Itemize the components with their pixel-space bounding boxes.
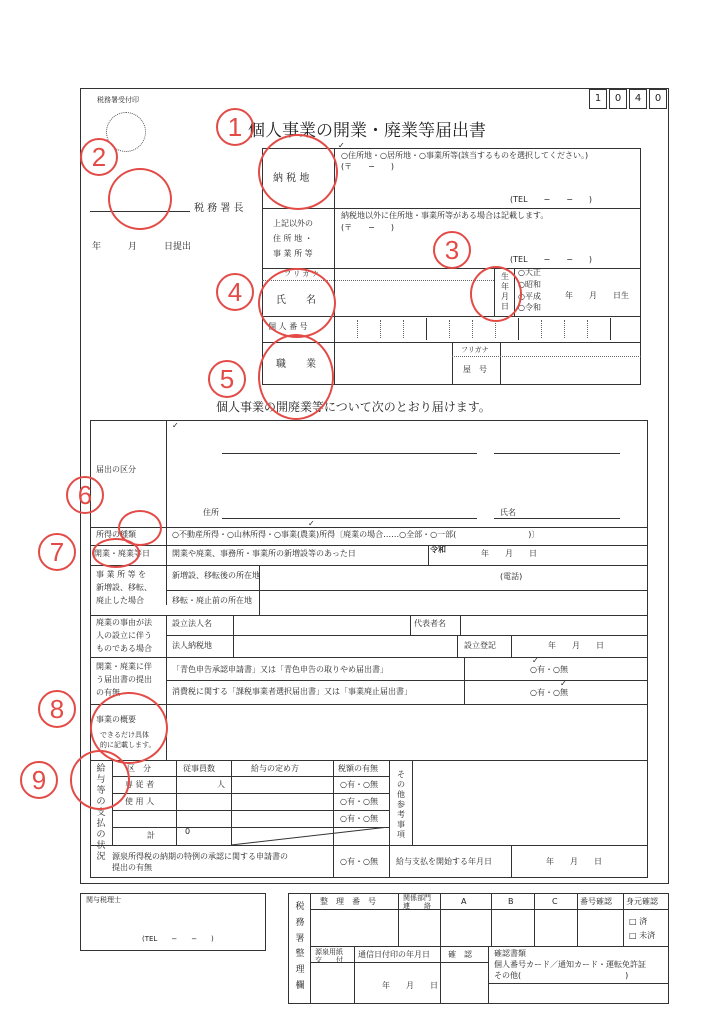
stamp-label: 税務署受付印 <box>97 96 139 104</box>
corp-name-label: 設立法人名 <box>172 619 212 628</box>
checkmark: ✓ <box>338 141 345 150</box>
address-postal: (〒 − ) <box>341 162 394 171</box>
start-date-label: 開業・廃業等日 <box>94 549 150 558</box>
form-title: 個人事業の開業・廃業等届出書 <box>248 121 486 141</box>
salary-total-label: 計 <box>147 831 155 840</box>
corporation-label: ものである場合 <box>96 644 152 653</box>
era-option: ○昭和 <box>518 280 541 289</box>
start-date-era: 令和 <box>430 545 446 554</box>
footer-date-fields: 年 月 日 <box>382 981 438 990</box>
other-address-note: 納税地以外に住所地・事業所等がある場合は記載します。 <box>341 211 549 220</box>
dept-label: 連 絡 <box>403 902 431 910</box>
form-number-digit: 0 <box>609 89 627 109</box>
other-matters-label: その他参考事項 <box>397 770 405 839</box>
annotation-number: 1 <box>216 108 254 146</box>
income-type-options: ○不動産所得・○山林所得・○事業(農業)所得〔廃業の場合……○全部・○一部( )〕 <box>172 530 540 539</box>
annotation-number: 6 <box>66 476 104 514</box>
office-change-label: 廃止した場合 <box>96 596 144 605</box>
pay-start-date: 年 月 日 <box>546 857 602 866</box>
checkmark: ✓ <box>532 656 539 665</box>
business-overview-note: 的に記載します。 <box>100 741 156 749</box>
corporation-label: 人の設立に伴う <box>96 631 152 640</box>
form-number-digit: 1 <box>589 89 607 109</box>
highlight-circle <box>258 268 336 338</box>
dept-label: 関係部門 <box>403 894 431 902</box>
salary-side-label: 給与等の支払の状況 <box>96 764 106 862</box>
consumption-tax-label: 消費税に関する「課税事業者選択届出書」又は「事業廃止届出書」 <box>172 687 412 696</box>
office-change-label: 事 業 所 等 を <box>96 570 147 579</box>
salary-tax: ○有・○無 <box>340 797 378 806</box>
other-address-label: 事 業 所 等 <box>273 249 313 258</box>
annotation-number: 7 <box>38 533 76 571</box>
phone-label: (電話) <box>500 572 523 581</box>
salary-category: 専 従 者 <box>125 780 155 789</box>
annotation-number: 4 <box>216 273 254 311</box>
era-option: ○令和 <box>518 303 541 312</box>
my-number-label: 個 人 番 号 <box>268 322 308 331</box>
tax-office-suffix: 税 務 署 長 <box>194 203 244 214</box>
salary-tax: ○有・○無 <box>340 814 378 823</box>
highlight-circle <box>258 134 338 210</box>
withholding-label: 提出の有無 <box>112 863 152 872</box>
done-checkbox[interactable]: □ 済 <box>629 917 648 926</box>
classification-label: 届出の区分 <box>96 465 136 474</box>
docs-label: その他( ) <box>494 971 629 980</box>
salary-header: 税額の有無 <box>338 764 378 773</box>
era-option: ○平成 <box>518 292 541 301</box>
salary-tax: ○有・○無 <box>340 780 378 789</box>
ref-number-label: 整 理 番 号 <box>320 897 376 906</box>
shop-furigana: フリガナ <box>461 346 489 354</box>
num-check-label: 番号確認 <box>580 897 612 906</box>
other-address-postal: (〒 − ) <box>341 223 394 232</box>
corporation-label: 廃業の事由が法 <box>96 618 152 627</box>
highlight-circle <box>92 538 140 568</box>
col-b-label: B <box>508 897 514 906</box>
classification-name: 氏名 <box>500 508 516 517</box>
blue-return-label: 「青色申告承認申請書」又は「青色申告の取りやめ届出書」 <box>172 665 388 674</box>
annotation-number: 8 <box>38 690 76 728</box>
address-label: 納 税 地 <box>273 173 310 184</box>
income-type-label: 所得の種類 <box>96 530 136 539</box>
annotation-number: 5 <box>208 360 246 398</box>
salary-header: 従事員数 <box>183 764 215 773</box>
related-filings-label: う届出書の提出 <box>96 675 152 684</box>
docs-label: 個人番号カード／通知カード・運転免許証 <box>494 960 646 969</box>
total-diagonal <box>231 827 389 845</box>
registration-label: 設立登記 <box>464 641 496 650</box>
salary-header: 区 分 <box>127 764 151 773</box>
era-option: ○大正 <box>518 268 541 277</box>
related-filings-label: 開業・廃業に伴 <box>96 662 152 671</box>
docs-label: 確認書類 <box>494 949 526 958</box>
confirm-label: 確 認 <box>448 950 472 959</box>
address-options: ○住所地・○居所地・○事業所等(該当するものを選択してください。) <box>341 151 589 160</box>
salary-category: 使 用 人 <box>125 797 155 806</box>
representative-label: 代表者名 <box>414 619 446 628</box>
checkmark: ✓ <box>308 519 315 528</box>
annotation-number: 2 <box>80 138 118 176</box>
business-overview-note: できるだけ具体 <box>100 731 149 739</box>
form-number-digit: 0 <box>649 89 667 109</box>
name-label: 氏 名 <box>276 295 316 306</box>
not-done-checkbox[interactable]: □ 未済 <box>629 931 656 940</box>
furigana-label: フ リ ガ ナ <box>284 270 319 278</box>
col-c-label: C <box>552 897 558 906</box>
consumption-tax-yes-no: ○有・○無 <box>530 688 568 697</box>
related-filings-label: の有無 <box>96 688 120 697</box>
start-date-fields: 年 月 日 <box>481 549 537 558</box>
other-address-label: 上記以外の <box>273 219 313 228</box>
id-check-label: 身元確認 <box>626 897 658 906</box>
office-use-label: 税務署整理欄 <box>295 902 305 991</box>
corp-address-label: 法人納税地 <box>172 641 212 650</box>
checkmark: ✓ <box>560 679 567 688</box>
registration-date: 年 月 日 <box>548 641 604 650</box>
accountant-label: 関与税理士 <box>86 896 121 904</box>
accountant-tel: (TEL − − ) <box>142 935 214 943</box>
shop-name-label: 屋 号 <box>463 365 487 374</box>
withholding-yes-no: ○有・○無 <box>340 857 378 866</box>
checkmark: ✓ <box>172 421 179 430</box>
address-tel: (TEL − − ) <box>510 195 593 204</box>
office-change-label: 新増設、移転、 <box>96 583 152 592</box>
highlight-circle <box>470 266 522 322</box>
salary-count-unit: 人 <box>217 780 225 789</box>
highlight-circle <box>258 334 334 420</box>
pay-start-label: 給与支払を開始する年月日 <box>396 857 492 866</box>
salary-header: 給与の定め方 <box>251 764 299 773</box>
annotation-number: 3 <box>433 231 471 269</box>
new-location-label: 新増設、移転後の所在地 <box>172 571 260 580</box>
old-location-label: 移転・廃止前の所在地 <box>172 596 252 605</box>
blue-return-yes-no: ○有・○無 <box>530 665 568 674</box>
business-overview-label: 事業の概要 <box>96 715 136 724</box>
source-label: 交 付 <box>315 956 343 964</box>
highlight-circle <box>70 750 130 810</box>
declaration-statement: 個人事業の開廃業等について次のとおり届けます。 <box>216 400 491 414</box>
salary-total-value: 0 <box>185 827 191 836</box>
birth-label: 生年月日 <box>501 272 509 311</box>
other-address-tel: (TEL − − ) <box>510 255 593 264</box>
classification-address: 住所 <box>203 508 219 517</box>
col-a-label: A <box>461 897 467 906</box>
highlight-circle <box>108 168 172 230</box>
occupation-label: 職 業 <box>276 359 316 370</box>
comm-date-label: 通信日付印の年月日 <box>358 950 430 959</box>
submit-date: 年 月 日提出 <box>92 242 192 252</box>
start-date-description: 開業や廃業、事務所・事業所の新増設等のあった日 <box>172 549 356 558</box>
source-label: 源泉用紙 <box>315 948 343 956</box>
annotation-number: 9 <box>20 761 58 799</box>
form-number-digit: 4 <box>629 89 647 109</box>
other-address-label: 住 所 地 ・ <box>273 234 313 243</box>
withholding-label: 源泉所得税の納期の特例の承認に関する申請書の <box>112 852 288 861</box>
birth-fields: 年 月 日生 <box>565 291 629 300</box>
